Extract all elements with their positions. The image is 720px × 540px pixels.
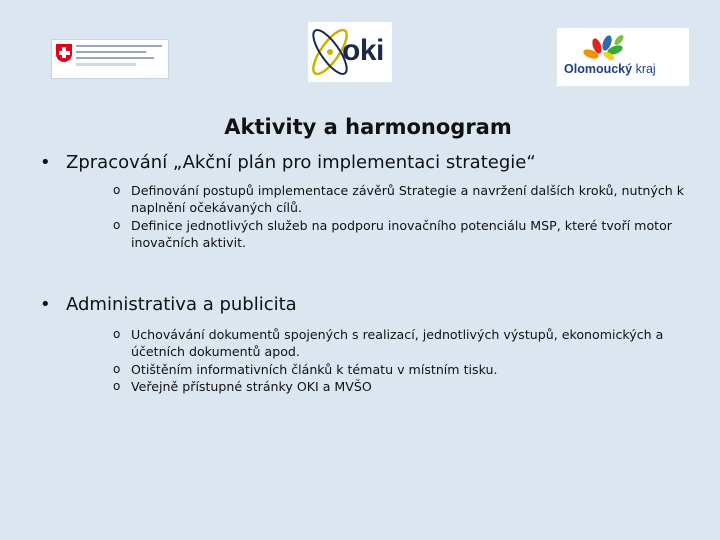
sub-bullet-marker: o bbox=[113, 361, 121, 376]
section-heading-text: Zpracování „Akční plán pro implementaci strategie“ bbox=[66, 152, 536, 173]
olomoucky-kraj-logo bbox=[557, 28, 689, 86]
olomoucky-logo-text: Olomoucký kraj bbox=[564, 62, 656, 76]
oki-logo-text: oki bbox=[342, 34, 384, 67]
list-item: o Otištěním informativních článků k tématu v místním tisku. bbox=[113, 361, 498, 377]
list-item: o Definování postupů implementace závěrů Strategie a navržení dalších kroků, nutných k naplnění očekávaných cílů. bbox=[113, 183, 685, 216]
sub-bullet-marker: o bbox=[113, 379, 121, 394]
slide-title: Aktivity a harmonogram bbox=[224, 115, 512, 139]
swiss-confederation-logo bbox=[51, 39, 169, 79]
bullet-marker: • bbox=[40, 294, 51, 315]
sub-list bbox=[113, 326, 703, 396]
list-item: o Definice jednotlivých služeb na podporu inovačního potenciálu MSP, které tvoří motor inovačních aktivit. bbox=[113, 217, 672, 251]
section-heading bbox=[40, 152, 536, 173]
swiss-flag-icon bbox=[56, 44, 72, 62]
sub-bullet-marker: o bbox=[113, 327, 121, 341]
sub-list bbox=[113, 182, 703, 252]
bullet-marker: • bbox=[40, 152, 51, 173]
section-heading-text: Administrativa a publicita bbox=[66, 294, 297, 315]
sub-bullet-marker: o bbox=[113, 183, 121, 197]
list-item: o Veřejně přístupné stránky OKI a MVŠO bbox=[113, 379, 372, 395]
swiss-logo-text-lines bbox=[76, 45, 164, 70]
olomoucky-flower-icon bbox=[557, 28, 689, 86]
section-heading bbox=[40, 294, 297, 315]
oki-logo bbox=[308, 22, 392, 82]
list-item: o Uchovávání dokumentů spojených s realizací, jednotlivých výstupů, ekonomických a účetních dokumentů apod. bbox=[113, 327, 664, 360]
sub-bullet-marker: o bbox=[113, 217, 121, 232]
